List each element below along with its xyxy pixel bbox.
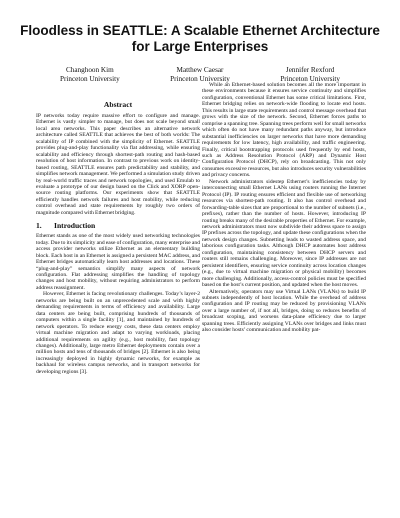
body-paragraph: However, Ethernet is facing revolutionary challenges. Today’s layer-2 networks are being built on an unprecedented scale and with highly demanding requirements in terms of efficiency and availability. Large data centers are being built, comprising hundreds of thousands of computers within a single facility [1], and maintained by hundreds of network operators. To reduce energy costs, these data centers employ virtual machine migration and adapt to varying workloads, placing additional requirements on agility (e.g., host mobility, fast topology changes). Additionally, large metro Ethernet deployments contain over a million hosts and tens of thousands of bridges [2]. Ethernet is also being increasingly deployed in highly dynamic networks, for example as backhaul for wireless campus networks, and in transport networks for developing regions [3]. [36,291,200,375]
abstract-paragraph: IP networks today require massive effort to configure and manage. Ethernet is vastly simpler to manage, but does not scale beyond small local area networks. This paper describes an alternative network architecture called SEATTLE that achieves the best of both worlds: The scalability of IP combined with the simplicity of Ethernet. SEATTLE provides plug-and-play functionality via flat addressing, while ensuring scalability and efficiency through shortest-path routing and hash-based resolution of host information. In contrast to previous work on identity-based routing, SEATTLE ensures path predictability and stability, and simplifies network management. We performed a simulation study driven by real-world traffic traces and network topologies, and used Emulab to evaluate a prototype of our design based on the Click and XORP open-source routing platforms. Our experiments show that SEATTLE efficiently handles network failures and host mobility, while reducing control overhead and state requirements by roughly two orders of magnitude compared with Ethernet bridging. [36,113,200,216]
author-block [170,66,230,83]
section-number: 1. [36,221,42,231]
author-list [60,66,340,83]
abstract-heading: Abstract [103,100,133,109]
author-name: Matthew Caesar [176,66,224,74]
author-name: Changhoon Kim [65,66,114,74]
body-paragraph: Alternatively, operators may use Virtual LANs (VLANs) to build IP subnets independently of host location. While the overhead of address configuration and IP routing may be reduced by provisioning VLANs over a large number of, if not all, bridges, doing so reduces benefits of broadcast scoping, and worsens data-plane efficiency due to larger spanning trees. Efficiently assigning VLANs over bridges and links must also consider hosts’ communication and mobility pat- [202,288,366,334]
left-column [36,100,200,375]
author-name: Jennifer Rexford [285,66,335,74]
author-block [280,66,340,83]
right-column [202,82,366,334]
section-title: Introduction [54,221,96,231]
author-affiliation: Princeton University [60,74,120,83]
section-heading [36,221,200,230]
body-paragraph: Network administrators sidestep Ethernet’s inefficiencies today by interconnecting small Ethernet LANs using routers running the Internet Protocol (IP). IP routing ensures efficient and flexible use of networking resources via shortest-path routing. It also has control overhead and forwarding-table sizes that are proportional to the number of subnets (i.e., prefixes), rather than the number of hosts. However, introducing IP routing breaks many of the desirable properties of Ethernet. For example, network administrators must now subdivide their address space to assign IP prefixes across the topology, and update these configurations when the network design changes. Subnetting leads to wasted address space, and laborious configuration tasks. Although DHCP automates host address configuration, maintaining consistency between DHCP servers and routers still remains challenging. Moreover, since IP addresses are not persistent identifiers, ensuring service continuity across location changes (e.g., due to virtual machine migration or physical mobility) becomes more challenging. Additionally, access-control policies must be specified based on the host’s current position, and updated when the host moves. [202,178,366,289]
author-affiliation: Princeton University [280,74,340,83]
body-paragraph: While an Ethernet-based solution becomes all the more important in these environments because it ensures service continuity and simplifies configuration, conventional Ethernet has some critical limitations. First, Ethernet bridging relies on network-wide flooding to locate end hosts. This results in large state requirements and control message overhead that grows with the size of the network. Second, Ethernet forces paths to comprise a spanning tree. Spanning trees perform well for small networks which often do not have many redundant paths anyway, but introduce substantial inefficiencies on larger networks that have more demanding requirements for low latency, high availability, and traffic engineering. Finally, critical bootstrapping protocols used frequently by end hosts, such as Address Resolution Protocol (ARP) and Dynamic Host Configuration Protocol (DHCP), rely on broadcasting. This not only consumes excessive resources, but also introduces security vulnerabilities and privacy concerns. [202,82,366,179]
body-paragraph: Ethernet stands as one of the most widely used networking technologies today. Due to its simplicity and ease of configuration, many enterprise and access provider networks utilize Ethernet as an elementary building block. Each host in an Ethernet is assigned a persistent MAC address, and Ethernet bridges automatically learn host addresses and locations. These “plug-and-play” semantics simplify many aspects of network configuration. Flat addressing simplifies the handling of topology changes and host mobility, without requiring administrators to perform address reassignment. [36,233,200,291]
paper-title: Floodless in SEATTLE: A Scalable Ethernet Architecture for Large Enterprises [20,23,380,54]
author-block [60,66,120,83]
author-affiliation: Princeton University [170,74,230,83]
